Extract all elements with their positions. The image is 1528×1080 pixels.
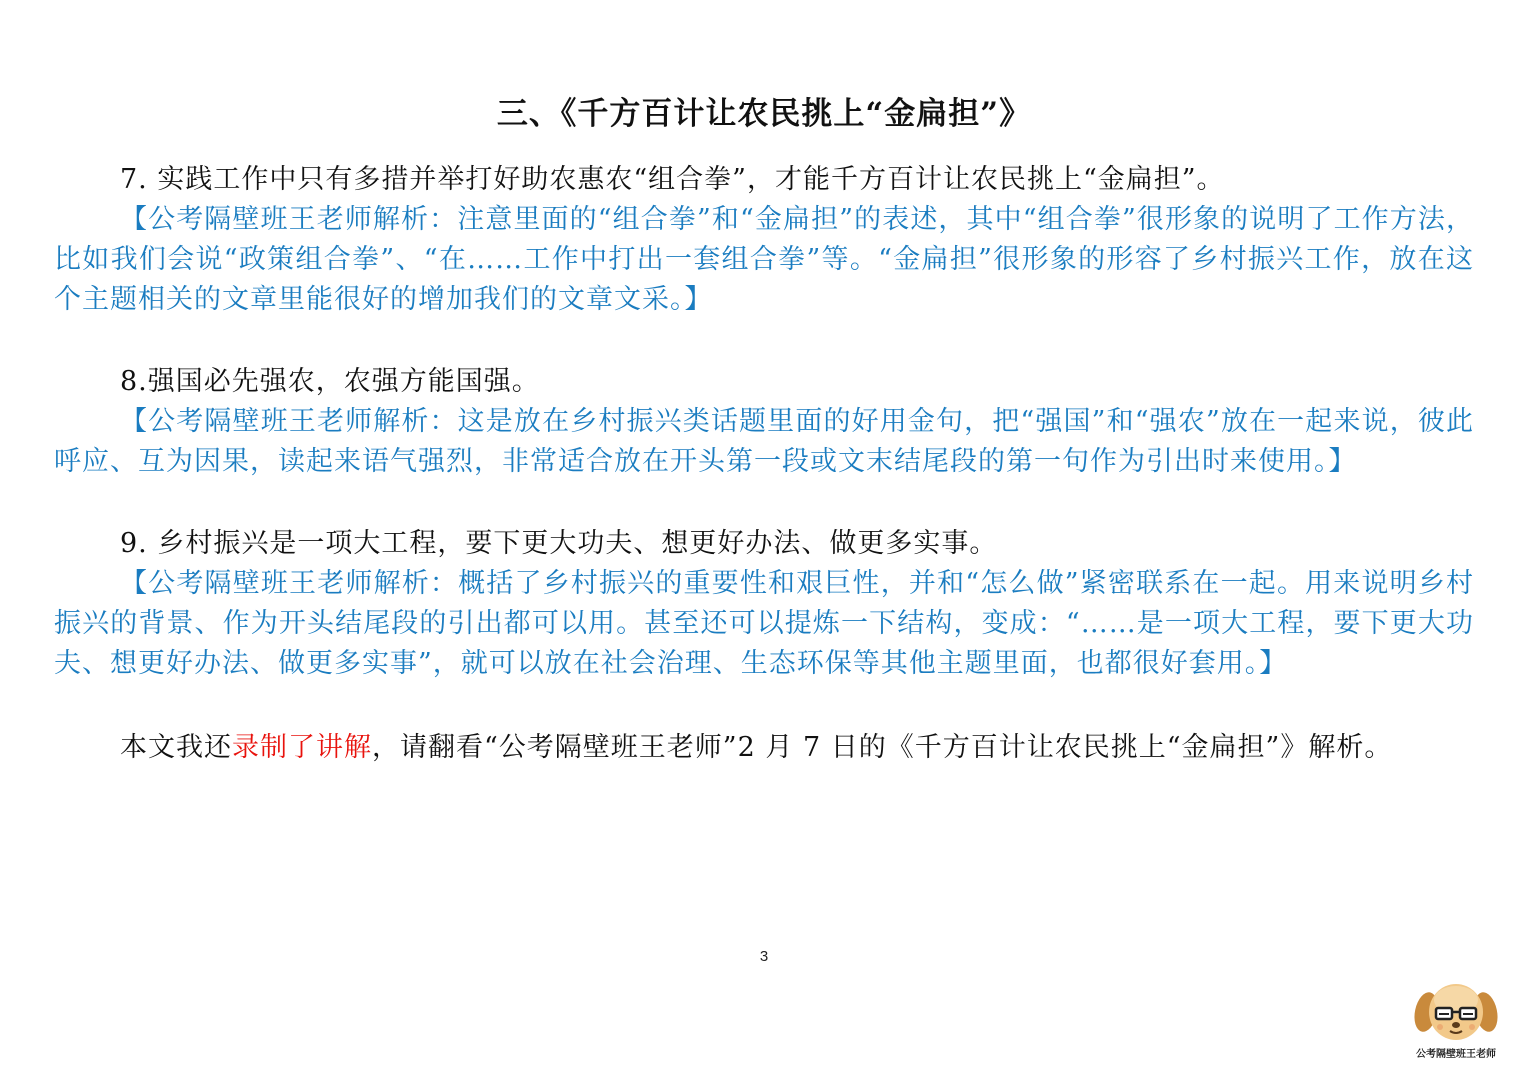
footer-note-suffix: ，请翻看“公考隔壁班王老师”2 月 7 日的《千方百计让农民挑上“金扁担”》解析。: [372, 732, 1393, 763]
quote-text: 8.强国必先强农，农强方能国强。: [120, 366, 540, 397]
quote-item-9: [54, 524, 1474, 684]
footer-note-prefix: 本文我还: [120, 732, 232, 763]
analysis-text: 【公考隔壁班王老师解析：这是放在乡村振兴类话题里面的好用金句，把“强国”和“强农”放在一起来说，彼此呼应、互为因果，读起来语气强烈，非常适合放在开头第一段或文末结尾段的第一句作为引出时来使用。】: [54, 406, 1474, 477]
dog-mascot-icon: [1408, 978, 1504, 1048]
quote-item-7: [54, 160, 1474, 320]
quote-text: 9. 乡村振兴是一项大工程，要下更大功夫、想更好办法、做更多实事。: [120, 528, 998, 559]
analysis-text: 【公考隔壁班王老师解析：注意里面的“组合拳”和“金扁担”的表述，其中“组合拳”很形象的说明了工作方法，比如我们会说“政策组合拳”、“在……工作中打出一套组合拳”等。“金扁担”很形象的形容了乡村振兴工作，放在这个主题相关的文章里能很好的增加我们的文章文采。】: [54, 204, 1474, 315]
footer-note-highlight: 录制了讲解: [232, 732, 372, 763]
brand-caption: 公考隔壁班王老师: [1416, 1049, 1496, 1060]
analysis-text: 【公考隔壁班王老师解析：概括了乡村振兴的重要性和艰巨性，并和“怎么做”紧密联系在一起。用来说明乡村振兴的背景、作为开头结尾段的引出都可以用。甚至还可以提炼一下结构，变成：“……是一项大工程，要下更大功夫、想更好办法、做更多实事”，就可以放在社会治理、生态环保等其他主题里面，也都很好套用。】: [54, 568, 1474, 679]
page-title: 三、《千方百计让农民挑上“金扁担”》: [496, 96, 1032, 132]
quote-item-8: [54, 362, 1474, 482]
page-number: 3: [759, 948, 769, 965]
quote-text: 7. 实践工作中只有多措并举打好助农惠农“组合拳”，才能千方百计让农民挑上“金扁担”。: [120, 164, 1225, 195]
content-body: [54, 160, 1474, 795]
footer-note: [54, 728, 1474, 768]
brand-logo: [1408, 978, 1504, 1066]
